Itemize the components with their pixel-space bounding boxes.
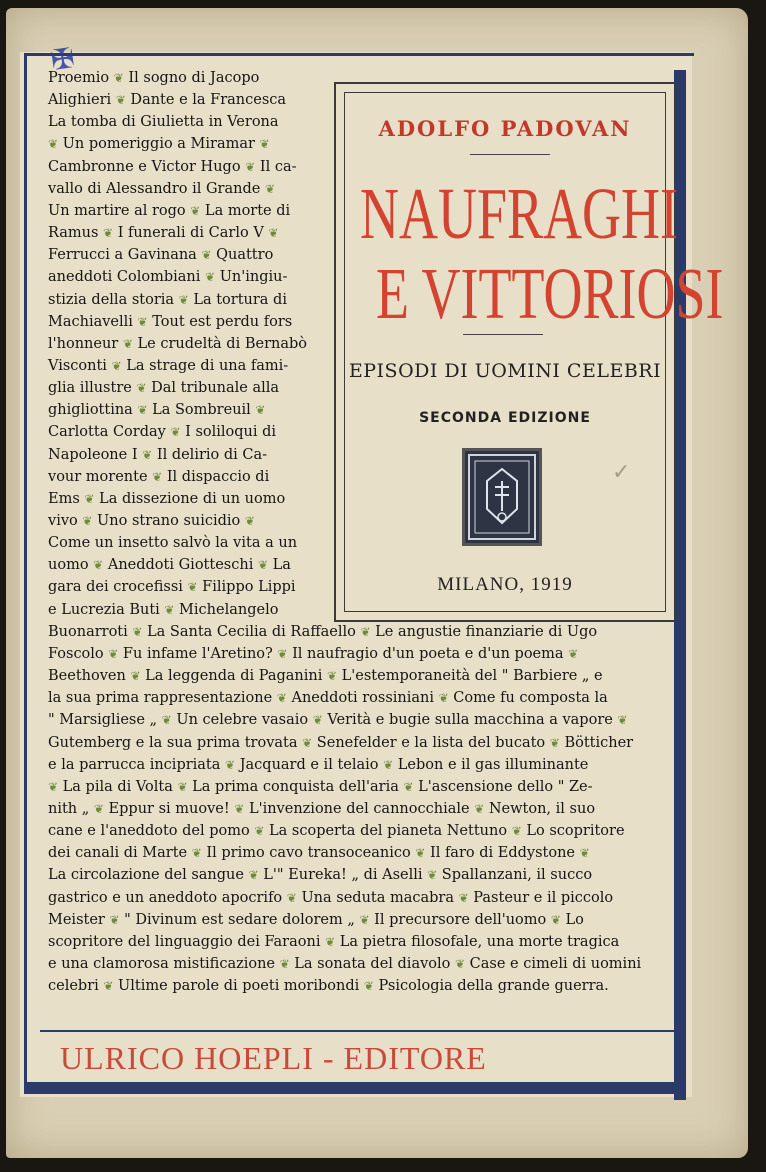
toc-line: glia illustre ❦ Dal tribunale alla bbox=[48, 380, 280, 397]
leaf-ornament-icon: ❦ bbox=[403, 779, 414, 794]
leaf-ornament-icon: ❦ bbox=[245, 159, 256, 174]
leaf-ornament-icon: ❦ bbox=[190, 203, 201, 218]
leaf-ornament-icon: ❦ bbox=[109, 912, 120, 927]
leaf-ornament-icon: ❦ bbox=[550, 912, 561, 927]
leaf-ornament-icon: ❦ bbox=[359, 912, 370, 927]
toc-line: la sua prima rappresentazione ❦ Aneddoti rossiniani ❦ Come fu composta la bbox=[48, 690, 608, 707]
toc-line: dei canali di Marte ❦ Il primo cavo transoceanico ❦ Il faro di Eddystone ❦ bbox=[48, 845, 590, 862]
leaf-ornament-icon: ❦ bbox=[103, 979, 114, 994]
toc-line: gara dei crocefissi ❦ Filippo Lippi bbox=[48, 579, 296, 596]
leaf-ornament-icon: ❦ bbox=[142, 447, 153, 462]
toc-line: l'honneur ❦ Le crudeltà di Bernabò bbox=[48, 335, 307, 352]
leaf-ornament-icon: ❦ bbox=[234, 801, 245, 816]
leaf-ornament-icon: ❦ bbox=[458, 890, 469, 905]
leaf-ornament-icon: ❦ bbox=[122, 336, 133, 351]
leaf-ornament-icon: ❦ bbox=[568, 646, 579, 661]
border-left bbox=[24, 53, 27, 1093]
leaf-ornament-icon: ❦ bbox=[248, 868, 259, 883]
leaf-ornament-icon: ❦ bbox=[286, 890, 297, 905]
leaf-ornament-icon: ❦ bbox=[259, 137, 270, 152]
divider bbox=[463, 334, 543, 335]
leaf-ornament-icon: ❦ bbox=[201, 248, 212, 263]
ink-stamp-icon: ✠ bbox=[48, 41, 77, 78]
leaf-ornament-icon: ❦ bbox=[113, 71, 124, 85]
leaf-ornament-icon: ❦ bbox=[152, 469, 163, 484]
book-title-line1: NAUFRAGHI bbox=[360, 173, 679, 255]
leaf-ornament-icon: ❦ bbox=[254, 824, 265, 839]
leaf-ornament-icon: ❦ bbox=[161, 713, 172, 728]
toc-line: stizia della storia ❦ La tortura di bbox=[48, 291, 287, 308]
leaf-ornament-icon: ❦ bbox=[108, 646, 119, 661]
edition: SECONDA EDIZIONE bbox=[419, 410, 591, 426]
leaf-ornament-icon: ❦ bbox=[244, 514, 255, 528]
leaf-ornament-icon: ❦ bbox=[302, 735, 313, 750]
leaf-ornament-icon: ❦ bbox=[325, 934, 336, 949]
leaf-ornament-icon: ❦ bbox=[257, 558, 268, 573]
pencil-mark: ✓ bbox=[612, 460, 631, 485]
leaf-ornament-icon: ❦ bbox=[130, 669, 141, 684]
toc-line: ghigliottina ❦ La Sombreuil ❦ bbox=[48, 402, 266, 419]
toc-line: Proemio ❦ Il sogno di Jacopo bbox=[48, 70, 260, 86]
border-bottom bbox=[24, 1082, 686, 1094]
toc-line: Alighieri ❦ Dante e la Francesca bbox=[48, 92, 287, 109]
leaf-ornament-icon: ❦ bbox=[415, 846, 426, 861]
author-name: ADOLFO PADOVAN bbox=[378, 116, 632, 141]
leaf-ornament-icon: ❦ bbox=[255, 403, 266, 418]
leaf-ornament-icon: ❦ bbox=[48, 779, 59, 794]
toc-line: " Marsigliese „ ❦ Un celebre vasaio ❦ Verità e bugie sulla macchina a vapore ❦ bbox=[48, 712, 628, 729]
toc-line: gastrico e un aneddoto apocrifo ❦ Una seduta macabra ❦ Pasteur e il piccolo bbox=[48, 889, 614, 906]
toc-line: Meister ❦ " Divinum est sedare dolorem „ ❦ Il precursore dell'uomo ❦ Lo bbox=[48, 911, 584, 928]
leaf-ornament-icon: ❦ bbox=[276, 691, 287, 706]
toc-line: vallo di Alessandro il Grande ❦ bbox=[48, 180, 276, 197]
leaf-ornament-icon: ❦ bbox=[549, 735, 560, 750]
leaf-ornament-icon: ❦ bbox=[511, 824, 522, 839]
place-year: MILANO, 1919 bbox=[437, 574, 573, 595]
toc-line: scopritore del linguaggio dei Faraoni ❦ La pietra filosofale, una morte tragica bbox=[48, 933, 620, 950]
leaf-ornament-icon: ❦ bbox=[579, 846, 590, 861]
leaf-ornament-icon: ❦ bbox=[187, 580, 198, 595]
toc-line: La tomba di Giulietta in Verona bbox=[48, 114, 279, 131]
toc-line: vour morente ❦ Il dispaccio di bbox=[48, 468, 270, 485]
leaf-ornament-icon: ❦ bbox=[205, 270, 216, 285]
leaf-ornament-icon: ❦ bbox=[264, 181, 276, 196]
toc-line: Ems ❦ La dissezione di un uomo bbox=[48, 490, 286, 507]
leaf-ornament-icon: ❦ bbox=[93, 558, 104, 573]
leaf-ornament-icon: ❦ bbox=[177, 779, 188, 794]
toc-line: Gutemberg e la sua prima trovata ❦ Senefelder e la lista del bucato ❦ Bötticher bbox=[48, 734, 634, 751]
toc-line: Machiavelli ❦ Tout est perdu fors bbox=[48, 313, 293, 330]
leaf-ornament-icon: ❦ bbox=[191, 846, 202, 861]
leaf-ornament-icon: ❦ bbox=[84, 491, 95, 506]
leaf-ornament-icon: ❦ bbox=[93, 801, 104, 816]
toc-line: Visconti ❦ La strage di una fami- bbox=[48, 357, 289, 374]
toc-line: Napoleone I ❦ Il delirio di Ca- bbox=[48, 446, 268, 463]
leaf-ornament-icon: ❦ bbox=[474, 801, 485, 816]
toc-line: Un martire al rogo ❦ La morte di bbox=[48, 202, 291, 219]
leaf-ornament-icon: ❦ bbox=[115, 93, 126, 108]
leaf-ornament-icon: ❦ bbox=[277, 646, 288, 661]
leaf-ornament-icon: ❦ bbox=[360, 624, 371, 639]
leaf-ornament-icon: ❦ bbox=[132, 624, 143, 639]
toc-line: La circolazione del sangue ❦ L'" Eureka! „ di Aselli ❦ Spallanzani, il succo bbox=[48, 867, 593, 884]
toc-line: e la parrucca incipriata ❦ Jacquard e il telaio ❦ Lebon e il gas illuminante bbox=[48, 756, 589, 773]
toc-line: ❦ Un pomeriggio a Miramar ❦ bbox=[48, 136, 270, 153]
leaf-ornament-icon: ❦ bbox=[137, 314, 148, 329]
border-top bbox=[24, 53, 694, 56]
toc-line: aneddoti Colombiani ❦ Un'ingiu- bbox=[48, 269, 288, 286]
leaf-ornament-icon: ❦ bbox=[455, 957, 466, 971]
publisher-emblem-icon bbox=[462, 448, 542, 546]
leaf-ornament-icon: ❦ bbox=[178, 292, 189, 307]
leaf-ornament-icon: ❦ bbox=[363, 979, 374, 994]
toc-line: Cambronne e Victor Hugo ❦ Il ca- bbox=[48, 158, 297, 175]
toc-line: Ferrucci a Gavinana ❦ Quattro bbox=[48, 247, 274, 264]
toc-line: cane e l'aneddoto del pomo ❦ La scoperta del pianeta Nettuno ❦ Lo scopritore bbox=[48, 823, 625, 840]
toc-line: e una clamorosa mistificazione ❦ La sonata del diavolo ❦ Case e cimeli di uomini bbox=[48, 956, 642, 972]
toc-line: Foscolo ❦ Fu infame l'Aretino? ❦ Il naufragio d'un poeta e d'un poema ❦ bbox=[48, 645, 579, 662]
toc-line: Ramus ❦ I funerali di Carlo V ❦ bbox=[48, 225, 279, 242]
toc-line: nith „ ❦ Eppur si muove! ❦ L'invenzione del cannocchiale ❦ Newton, il suo bbox=[48, 800, 596, 817]
leaf-ornament-icon: ❦ bbox=[103, 226, 114, 241]
divider bbox=[470, 154, 550, 155]
leaf-ornament-icon: ❦ bbox=[82, 514, 93, 528]
leaf-ornament-icon: ❦ bbox=[111, 358, 122, 373]
toc-line: Carlotta Corday ❦ I soliloqui di bbox=[48, 424, 277, 441]
leaf-ornament-icon: ❦ bbox=[312, 713, 323, 728]
leaf-ornament-icon: ❦ bbox=[427, 868, 438, 883]
leaf-ornament-icon: ❦ bbox=[438, 691, 449, 706]
leaf-ornament-icon: ❦ bbox=[136, 381, 147, 396]
leaf-ornament-icon: ❦ bbox=[279, 957, 290, 971]
toc-line: uomo ❦ Aneddoti Giotteschi ❦ La bbox=[48, 557, 291, 574]
leaf-ornament-icon: ❦ bbox=[164, 602, 175, 617]
book-title-line2: E VITTORIOSI bbox=[376, 253, 724, 335]
leaf-ornament-icon: ❦ bbox=[327, 669, 338, 684]
leaf-ornament-icon: ❦ bbox=[268, 226, 279, 241]
leaf-ornament-icon: ❦ bbox=[383, 757, 394, 772]
toc-line: celebri ❦ Ultime parole di poeti moribondi ❦ Psicologia della grande guerra. bbox=[48, 978, 609, 995]
publisher-name: ULRICO HOEPLI - EDITORE bbox=[60, 1040, 487, 1076]
subtitle: EPISODI DI UOMINI CELEBRI bbox=[348, 360, 662, 382]
toc-line: ❦ La pila di Volta ❦ La prima conquista dell'aria ❦ L'ascensione dello " Ze- bbox=[48, 778, 593, 795]
leaf-ornament-icon: ❦ bbox=[170, 425, 181, 440]
toc-line: Come un insetto salvò la vita a un bbox=[48, 535, 298, 552]
toc-line: e Lucrezia Buti ❦ Michelangelo bbox=[48, 601, 279, 618]
leaf-ornament-icon: ❦ bbox=[137, 403, 148, 418]
toc-line: Buonarroti ❦ La Santa Cecilia di Raffaello ❦ Le angustie finanziarie di Ugo bbox=[48, 623, 598, 640]
leaf-ornament-icon: ❦ bbox=[225, 757, 236, 772]
toc-line: Beethoven ❦ La leggenda di Paganini ❦ L'estemporaneità del " Barbiere „ e bbox=[48, 668, 603, 685]
divider bbox=[40, 1030, 680, 1032]
toc-line: vivo ❦ Uno strano suicidio ❦ bbox=[48, 513, 255, 529]
leaf-ornament-icon: ❦ bbox=[48, 137, 59, 152]
leaf-ornament-icon: ❦ bbox=[617, 713, 628, 728]
